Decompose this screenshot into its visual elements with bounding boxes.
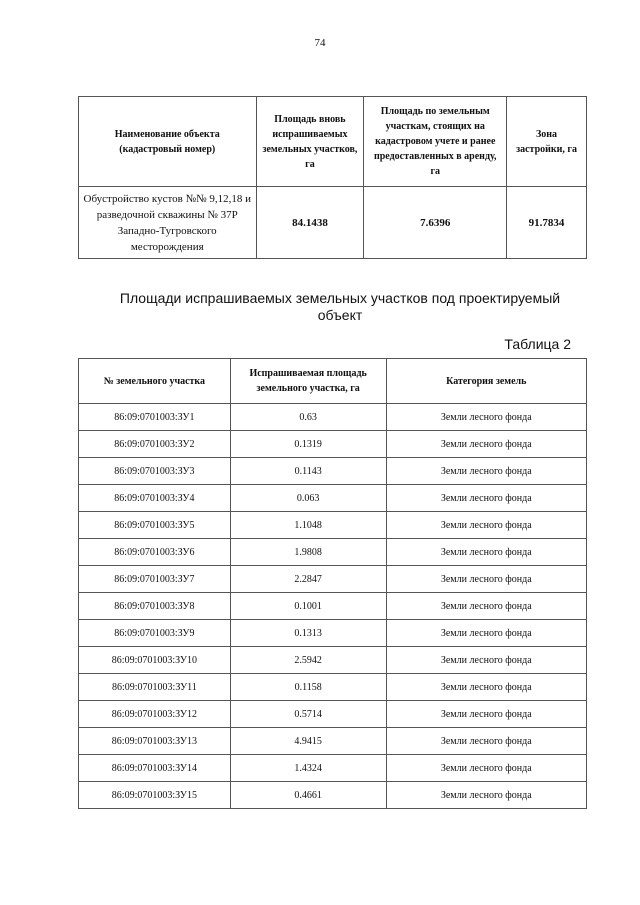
plot-area-cell: 0.1313 <box>230 620 386 647</box>
object-area-table <box>78 96 587 259</box>
existing-area-cell: 7.6396 <box>364 187 507 259</box>
table2-header-area: Испрашиваемая площадь земельного участка, га <box>230 359 386 404</box>
table-row <box>79 458 587 485</box>
plot-number-cell: 86:09:0701003:ЗУ6 <box>79 539 231 566</box>
table-row <box>79 512 587 539</box>
plot-area-cell: 0.1001 <box>230 593 386 620</box>
land-category-cell: Земли лесного фонда <box>386 485 586 512</box>
table-row <box>79 782 587 809</box>
object-name-cell: Обустройство кустов №№ 9,12,18 и разведочной скважины № 37Р Западно-Тугровского месторождения <box>79 187 257 259</box>
plot-area-cell: 2.2847 <box>230 566 386 593</box>
land-category-cell: Земли лесного фонда <box>386 431 586 458</box>
plot-number-cell: 86:09:0701003:ЗУ8 <box>79 593 231 620</box>
land-category-cell: Земли лесного фонда <box>386 674 586 701</box>
plot-number-cell: 86:09:0701003:ЗУ1 <box>79 404 231 431</box>
land-category-cell: Земли лесного фонда <box>386 755 586 782</box>
land-category-cell: Земли лесного фонда <box>386 620 586 647</box>
table1-header-object-name: Наименование объекта (кадастровый номер) <box>79 97 257 187</box>
plot-number-cell: 86:09:0701003:ЗУ5 <box>79 512 231 539</box>
plot-area-cell: 0.1158 <box>230 674 386 701</box>
table-row <box>79 674 587 701</box>
new-area-cell: 84.1438 <box>256 187 364 259</box>
plot-number-cell: 86:09:0701003:ЗУ10 <box>79 647 231 674</box>
table-row <box>79 701 587 728</box>
plot-area-cell: 1.1048 <box>230 512 386 539</box>
land-category-cell: Земли лесного фонда <box>386 566 586 593</box>
land-category-cell: Земли лесного фонда <box>386 593 586 620</box>
plot-number-cell: 86:09:0701003:ЗУ11 <box>79 674 231 701</box>
plot-area-cell: 1.9808 <box>230 539 386 566</box>
table-row <box>79 593 587 620</box>
land-category-cell: Земли лесного фонда <box>386 512 586 539</box>
land-category-cell: Земли лесного фонда <box>386 701 586 728</box>
table1-header-existing-area: Площадь по земельным участкам, стоящих на кадастровом учете и ранее предоставленных в аренду, га <box>364 97 507 187</box>
plot-area-cell: 0.5714 <box>230 701 386 728</box>
plot-number-cell: 86:09:0701003:ЗУ3 <box>79 458 231 485</box>
page-number: 74 <box>314 37 326 49</box>
land-plots-table <box>78 358 587 809</box>
table1-header-new-area: Площадь вновь испрашиваемых земельных участков, га <box>256 97 364 187</box>
land-category-cell: Земли лесного фонда <box>386 647 586 674</box>
zone-cell: 91.7834 <box>507 187 587 259</box>
table2-label: Таблица 2 <box>504 336 571 352</box>
table1-header-zone: Зона застройки, га <box>507 97 587 187</box>
plot-number-cell: 86:09:0701003:ЗУ13 <box>79 728 231 755</box>
table2-header-category: Категория земель <box>386 359 586 404</box>
table-row <box>79 755 587 782</box>
plot-number-cell: 86:09:0701003:ЗУ4 <box>79 485 231 512</box>
table-row <box>79 485 587 512</box>
table-row <box>79 431 587 458</box>
plot-number-cell: 86:09:0701003:ЗУ9 <box>79 620 231 647</box>
plot-area-cell: 0.063 <box>230 485 386 512</box>
plot-area-cell: 4.9415 <box>230 728 386 755</box>
table-row <box>79 404 587 431</box>
land-category-cell: Земли лесного фонда <box>386 458 586 485</box>
table-row <box>79 620 587 647</box>
table-row <box>79 566 587 593</box>
plot-area-cell: 1.4324 <box>230 755 386 782</box>
table1-header-row <box>79 97 587 187</box>
plot-number-cell: 86:09:0701003:ЗУ12 <box>79 701 231 728</box>
plot-area-cell: 0.4661 <box>230 782 386 809</box>
plot-area-cell: 0.63 <box>230 404 386 431</box>
plot-number-cell: 86:09:0701003:ЗУ15 <box>79 782 231 809</box>
table2-header-plot-number: № земельного участка <box>79 359 231 404</box>
section-title: Площади испрашиваемых земельных участков под проектируемый объект <box>119 290 561 323</box>
land-category-cell: Земли лесного фонда <box>386 728 586 755</box>
table-row <box>79 647 587 674</box>
plot-number-cell: 86:09:0701003:ЗУ2 <box>79 431 231 458</box>
table1-data-row <box>79 187 587 259</box>
table-row <box>79 539 587 566</box>
land-category-cell: Земли лесного фонда <box>386 782 586 809</box>
table2-header-row <box>79 359 587 404</box>
plot-number-cell: 86:09:0701003:ЗУ7 <box>79 566 231 593</box>
plot-area-cell: 0.1319 <box>230 431 386 458</box>
land-category-cell: Земли лесного фонда <box>386 404 586 431</box>
plot-area-cell: 0.1143 <box>230 458 386 485</box>
table-row <box>79 728 587 755</box>
plot-number-cell: 86:09:0701003:ЗУ14 <box>79 755 231 782</box>
plot-area-cell: 2.5942 <box>230 647 386 674</box>
land-category-cell: Земли лесного фонда <box>386 539 586 566</box>
